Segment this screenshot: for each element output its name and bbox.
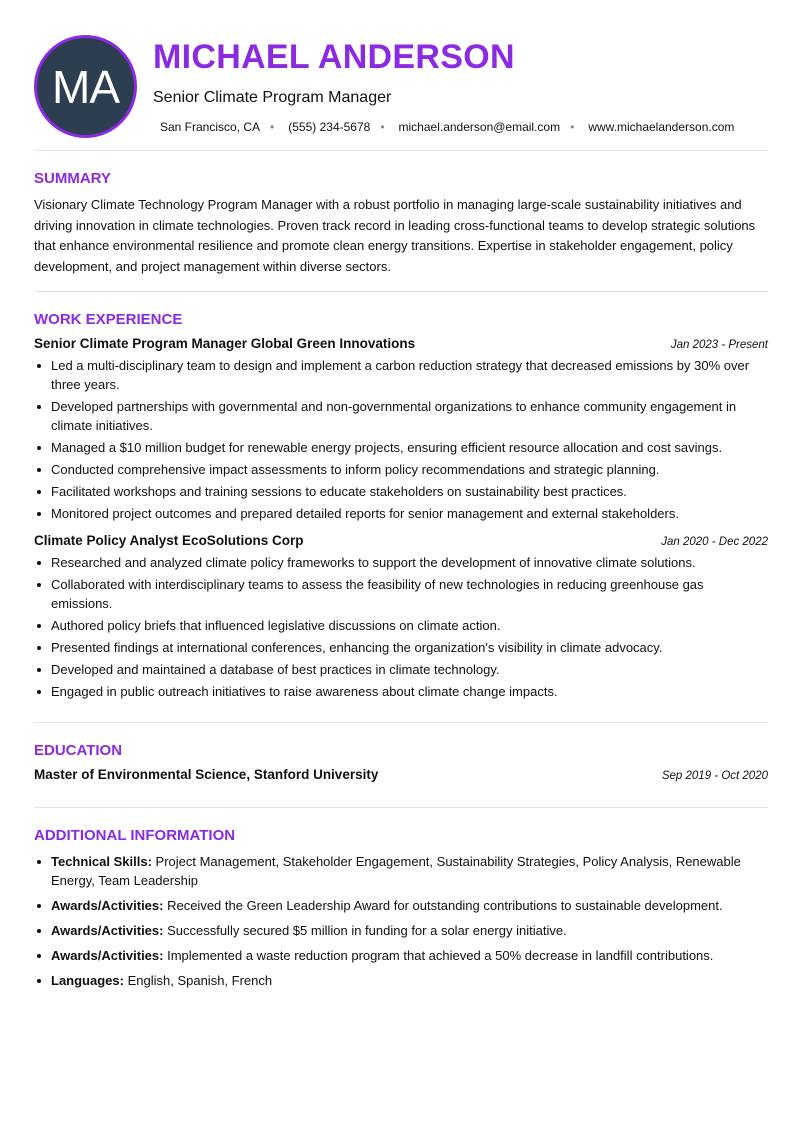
bullet-item: Managed a $10 million budget for renewable energy projects, ensuring efficient resource allocation and cost savings.: [34, 438, 768, 457]
candidate-name: MICHAEL ANDERSON: [153, 38, 515, 76]
bullet-item: Engaged in public outreach initiatives to raise awareness about climate change impacts.: [34, 682, 768, 701]
job-header: [34, 533, 768, 548]
education-date: Sep 2019 - Oct 2020: [661, 770, 768, 782]
additional-item: [34, 852, 768, 890]
email[interactable]: michael.anderson@email.com: [398, 120, 561, 134]
item-label: Awards/Activities:: [51, 948, 164, 963]
item-label: Languages:: [51, 973, 124, 988]
education-section: [34, 723, 768, 808]
job-date: Jan 2023 - Present: [670, 339, 768, 351]
section-title: SUMMARY: [34, 170, 111, 187]
additional-item: [34, 896, 768, 915]
item-text: English, Spanish, French: [123, 973, 273, 988]
section-title: WORK EXPERIENCE: [34, 311, 183, 328]
item-label: Technical Skills:: [51, 854, 152, 869]
bullet-item: Monitored project outcomes and prepared detailed reports for senior management and external stakeholders.: [34, 504, 768, 523]
item-text: Successfully secured $5 million in funding for a solar energy initiative.: [163, 923, 567, 938]
additional-info-section: [34, 808, 768, 1010]
bullet-item: Conducted comprehensive impact assessments to inform policy recommendations and strategic planning.: [34, 460, 768, 479]
additional-item: [34, 921, 768, 940]
job-title: Climate Policy Analyst EcoSolutions Corp: [34, 533, 304, 548]
job-bullets: [34, 356, 768, 523]
website[interactable]: www.michaelanderson.com: [588, 120, 735, 134]
bullet-item: Facilitated workshops and training sessions to educate stakeholders on sustainability best practices.: [34, 482, 768, 501]
job-title: Senior Climate Program Manager Global Green Innovations: [34, 336, 416, 351]
education-entry: [34, 767, 768, 782]
resume-header: [34, 0, 768, 151]
job-bullets: [34, 553, 768, 701]
job-date: Jan 2020 - Dec 2022: [661, 536, 768, 548]
resume: [34, 0, 768, 1010]
contact-info: San Francisco, CA • (555) 234-5678 • michael.anderson@email.com • www.michaelanderson.com: [160, 120, 735, 134]
item-label: Awards/Activities:: [51, 923, 164, 938]
job-header: [34, 336, 768, 351]
bullet-item: Researched and analyzed climate policy frameworks to support the development of innovative climate solutions.: [34, 553, 768, 572]
item-text: Received the Green Leadership Award for outstanding contributions to sustainable development.: [163, 898, 723, 913]
bullet-item: Developed partnerships with governmental and non-governmental organizations to enhance community engagement in climate initiatives.: [34, 397, 768, 435]
phone: (555) 234-5678: [288, 120, 371, 134]
item-label: Awards/Activities:: [51, 898, 164, 913]
bullet-item: Authored policy briefs that influenced legislative discussions on climate action.: [34, 616, 768, 635]
summary-section: [34, 151, 768, 292]
candidate-role: Senior Climate Program Manager: [153, 89, 392, 106]
work-experience-section: [34, 292, 768, 723]
bullet-item: Presented findings at international conferences, enhancing the organization's visibility in climate advocacy.: [34, 638, 768, 657]
bullet-item: Developed and maintained a database of best practices in climate technology.: [34, 660, 768, 679]
item-text: Implemented a waste reduction program that achieved a 50% decrease in landfill contributions.: [163, 948, 714, 963]
summary-text: Visionary Climate Technology Program Manager with a robust portfolio in managing large-scale sustainability initiatives and driving innovation in climate technologies. Proven track record in leading cross-functional teams to develop strategic solutions that enhance environmental resilience and promote clean energy transitions. Expertise in stakeholder engagement, policy development, and project management within diverse sectors.: [34, 197, 756, 274]
item-text: Project Management, Stakeholder Engagement, Sustainability Strategies, Policy Analysis, Renewable Energy, Team Leadership: [51, 854, 741, 888]
section-title: EDUCATION: [34, 742, 123, 759]
additional-item: [34, 971, 768, 990]
location: San Francisco, CA: [160, 120, 261, 134]
degree: Master of Environmental Science, Stanford University: [34, 767, 379, 782]
bullet-item: Led a multi-disciplinary team to design and implement a carbon reduction strategy that decreased emissions by 30% over three years.: [34, 356, 768, 394]
avatar: MA: [34, 35, 137, 138]
additional-list: [34, 852, 768, 990]
bullet-item: Collaborated with interdisciplinary teams to assess the feasibility of new technologies in reducing greenhouse gas emissions.: [34, 575, 768, 613]
additional-item: [34, 946, 768, 965]
section-title: ADDITIONAL INFORMATION: [34, 827, 236, 844]
